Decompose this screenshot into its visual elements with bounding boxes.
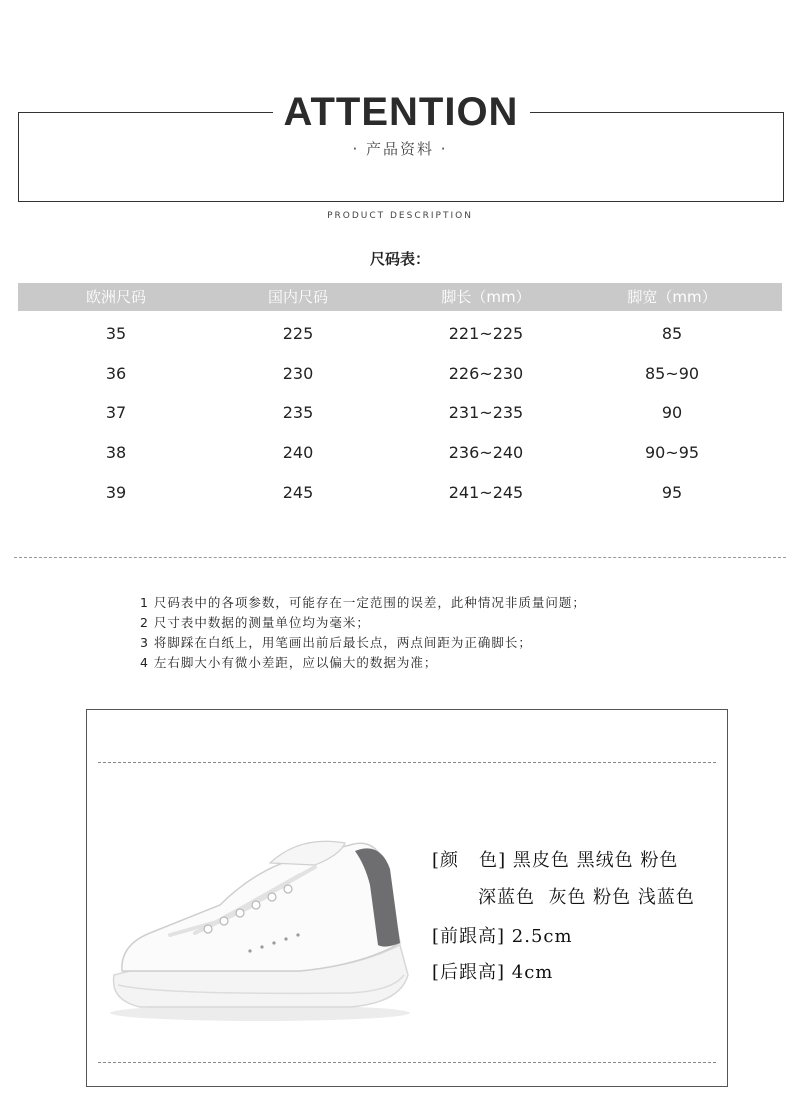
table-cell: 225 — [282, 324, 314, 343]
note-item: 3 将脚踩在白纸上，用笔画出前后最长点，两点间距为正确脚长； — [140, 635, 532, 650]
table-cell: 226~230 — [448, 364, 524, 383]
spec-front-heel: [前跟高] 2.5cm — [432, 926, 573, 947]
table-cell: 36 — [105, 364, 127, 383]
table-cell: 37 — [105, 403, 127, 422]
page-title: ATTENTION — [283, 90, 519, 134]
frame-divider-top — [98, 762, 716, 763]
page-tagline: PRODUCT DESCRIPTION — [327, 211, 473, 221]
table-row — [18, 354, 782, 394]
note-item: 1 尺码表中的各项参数，可能存在一定范围的误差，此种情况非质量问题； — [140, 595, 586, 610]
table-row — [18, 314, 782, 354]
table-cell: 38 — [105, 443, 127, 462]
table-cell: 39 — [105, 483, 127, 502]
size-table-header — [18, 283, 782, 311]
table-cell: 235 — [282, 403, 314, 422]
note-item: 2 尺寸表中数据的测量单位均为毫米； — [140, 615, 370, 630]
page-subtitle: · 产品资料 · — [352, 140, 448, 158]
note-item: 4 左右脚大小有微小差距，应以偏大的数据为准； — [140, 655, 438, 670]
table-cell: 241~245 — [448, 483, 524, 502]
section-divider — [14, 557, 786, 558]
column-header: 脚宽（mm） — [627, 288, 717, 306]
table-cell: 85~90 — [644, 364, 700, 383]
table-cell: 90 — [661, 403, 683, 422]
table-cell: 85 — [661, 324, 683, 343]
table-row — [18, 393, 782, 433]
table-cell: 221~225 — [448, 324, 524, 343]
column-header: 脚长（mm） — [441, 288, 531, 306]
sneaker-image — [100, 825, 420, 1025]
spec-color-more: 深蓝色 灰色 粉色 浅蓝色 — [478, 887, 695, 908]
table-cell: 230 — [282, 364, 314, 383]
table-cell: 236~240 — [448, 443, 524, 462]
table-row — [18, 433, 782, 473]
table-cell: 35 — [105, 324, 127, 343]
size-notes — [140, 593, 700, 673]
table-cell: 231~235 — [448, 403, 524, 422]
spec-back-heel: [后跟高] 4cm — [432, 962, 554, 983]
table-cell: 90~95 — [644, 443, 700, 462]
table-row — [18, 473, 782, 513]
table-cell: 240 — [282, 443, 314, 462]
column-header: 国内尺码 — [267, 288, 328, 306]
size-chart-title: 尺码表： — [369, 250, 430, 268]
column-header: 欧洲尺码 — [85, 288, 146, 306]
table-cell: 245 — [282, 483, 314, 502]
spec-color: [颜 色] 黑皮色 黑绒色 粉色 — [432, 850, 679, 871]
frame-divider-bottom — [98, 1062, 716, 1063]
table-cell: 95 — [661, 483, 683, 502]
